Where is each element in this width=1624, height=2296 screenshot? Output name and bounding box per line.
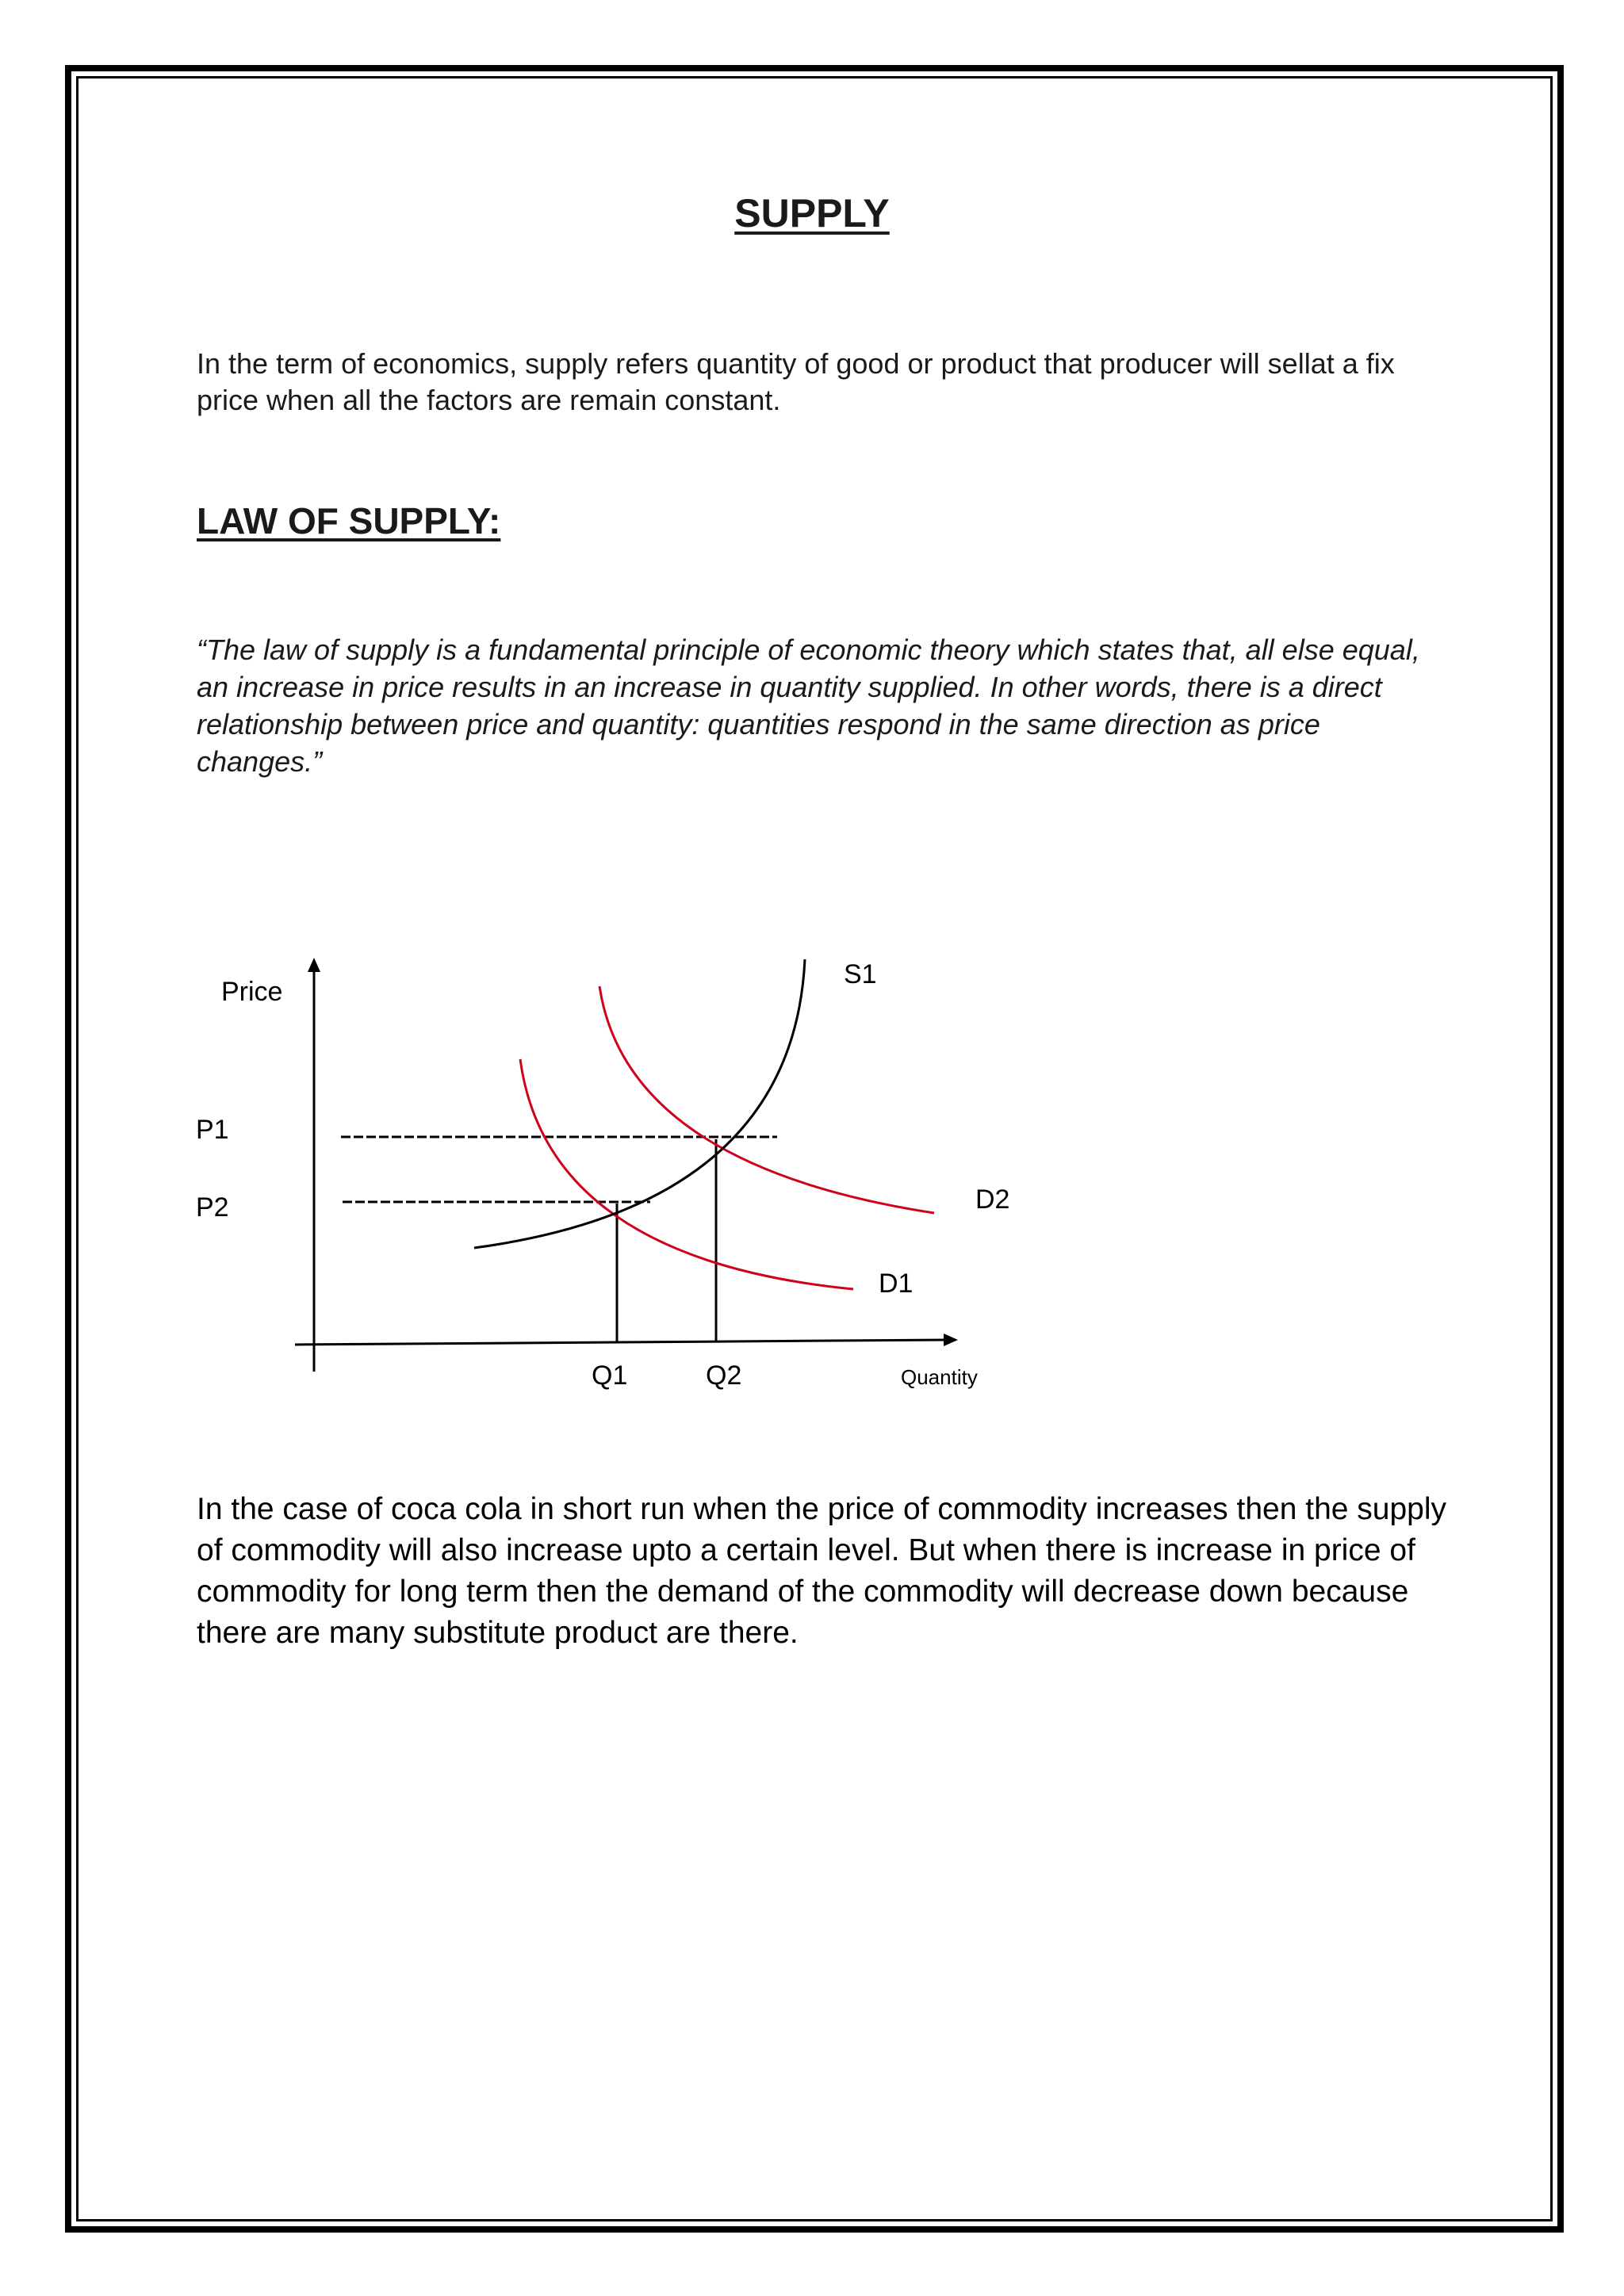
x-axis-arrow [944,1334,958,1346]
demand-label-d1: D1 [879,1269,914,1299]
intro-paragraph: In the term of economics, supply refers quantity of good or product that producer will sellat a fix price when all the factors are remain constant. [197,347,1395,416]
y-axis-arrow [308,958,320,972]
demand-label-d2: D2 [975,1184,1010,1215]
supply-curve-s1 [474,959,805,1248]
x-axis-label: Quantity [901,1365,978,1389]
demand-curve-d1 [520,1059,853,1289]
law-quote: “The law of supply is a fundamental principle of economic theory which states that, all else equal, an increase in price results in an increase in quantity supplied. In other words, there is a direct relationship between price and quantity: quantities respond in the same direction as price changes.” [197,633,1420,778]
y-axis-label: Price [221,977,283,1007]
x-axis [295,1340,948,1345]
quantity-label-q1: Q1 [592,1360,628,1391]
price-label-p1: P1 [196,1115,229,1145]
law-of-supply-heading: LAW OF SUPPLY: [197,500,501,541]
supply-label-s1: S1 [844,959,877,989]
price-label-p2: P2 [196,1192,229,1223]
demand-curve-d2 [599,986,934,1213]
page-title: SUPPLY [734,191,890,235]
coca-cola-paragraph: In the case of coca cola in short run when the price of commodity increases then the supply of commodity will also increase upto a certain level. But when there is increase in price of commodity for long term then the demand of the commodity will decrease down because there are many substitute product are there. [197,1492,1447,1650]
quantity-label-q2: Q2 [706,1360,742,1391]
